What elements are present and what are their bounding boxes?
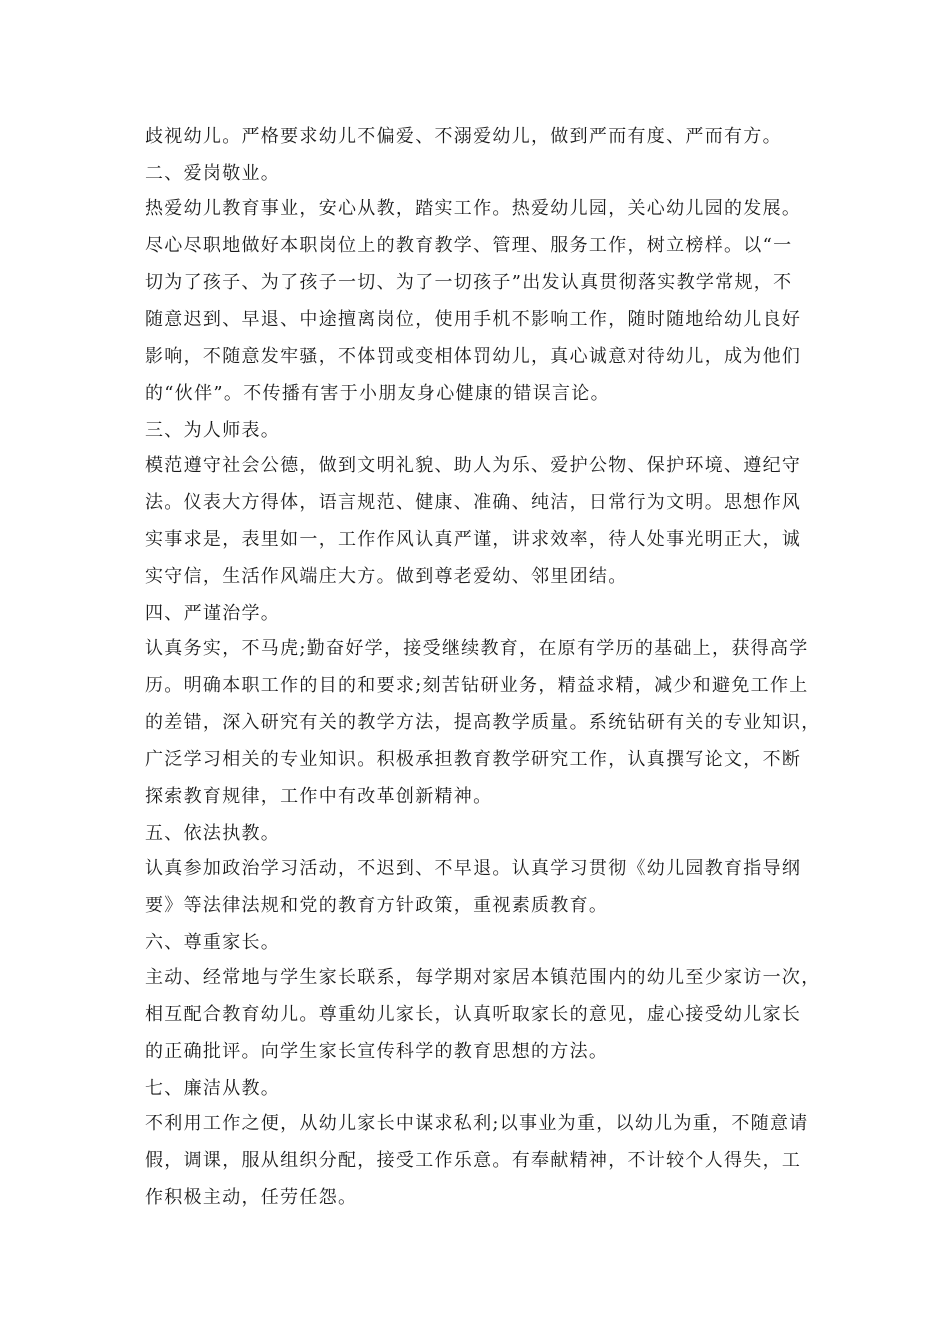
paragraph-line: 热爱幼儿教育事业，安心从教，踏实工作。热爱幼儿园，关心幼儿园的发展。	[145, 198, 802, 219]
paragraph-line: 广泛学习相关的专业知识。积极承担教育教学研究工作，认真撰写论文，不断	[145, 749, 802, 770]
section-heading: 五、依法执教。	[145, 823, 281, 844]
paragraph-line: 模范遵守社会公德，做到文明礼貌、助人为乐、爱护公物、保护环境、遵纪守	[145, 455, 802, 476]
paragraph-line: 影响，不随意发牢骚，不体罚或变相体罚幼儿，真心诚意对待幼儿，成为他们	[145, 346, 802, 367]
paragraph-line: 尽心尽职地做好本职岗位上的教育教学、管理、服务工作，树立榜样。以“一	[145, 235, 793, 256]
paragraph-line: 探索教育规律，工作中有改革创新精神。	[145, 786, 493, 807]
paragraph-line: 的“伙伴”。不传播有害于小朋友身心健康的错误言论。	[145, 383, 610, 404]
paragraph-line: 认真参加政治学习活动，不迟到、不早退。认真学习贯彻《幼儿园教育指导纲	[145, 858, 802, 879]
paragraph-line: 的正确批评。向学生家长宣传科学的教育思想的方法。	[145, 1041, 609, 1062]
section-heading: 六、尊重家长。	[145, 932, 281, 953]
section-heading: 四、严谨治学。	[145, 603, 281, 624]
paragraph-line: 主动、经常地与学生家长联系，每学期对家居本镇范围内的幼儿至少家访一次，	[145, 967, 821, 988]
section-heading: 三、为人师表。	[145, 420, 281, 441]
document-body	[145, 118, 820, 1216]
paragraph-line: 历。明确本职工作的目的和要求;刻苦钻研业务，精益求精，减少和避免工作上	[145, 675, 809, 696]
paragraph-line: 实守信，生活作风端庄大方。做到尊老爱幼、邻里团结。	[145, 566, 628, 587]
paragraph-line: 歧视幼儿。严格要求幼儿不偏爱、不溺爱幼儿，做到严而有度、严而有方。	[145, 126, 782, 147]
section-heading: 二、爱岗敬业。	[145, 163, 281, 184]
paragraph-line: 作积极主动，任劳任怨。	[145, 1187, 358, 1208]
paragraph-line: 要》等法律法规和党的教育方针政策，重视素质教育。	[145, 895, 609, 916]
paragraph-line: 相互配合教育幼儿。尊重幼儿家长，认真听取家长的意见，虚心接受幼儿家长	[145, 1004, 802, 1025]
paragraph-line: 实事求是，表里如一，工作作风认真严谨，讲求效率，待人处事光明正大，诚	[145, 529, 802, 550]
paragraph-line: 不利用工作之便，从幼儿家长中谋求私利;以事业为重，以幼儿为重，不随意请	[145, 1113, 809, 1134]
paragraph-line: 法。仪表大方得体，语言规范、健康、准确、纯洁，日常行为文明。思想作风	[145, 492, 802, 513]
paragraph-line: 的差错，深入研究有关的教学方法，提高教学质量。系统钻研有关的专业知识，	[145, 712, 821, 733]
paragraph-line: 切为了孩子、为了孩子一切、为了一切孩子”出发认真贯彻落实教学常规，不	[145, 272, 793, 293]
paragraph-line: 认真务实，不马虎;勤奋好学，接受继续教育，在原有学历的基础上，获得高学	[145, 638, 809, 659]
section-heading: 七、廉洁从教。	[145, 1078, 281, 1099]
paragraph-line: 假，调课，服从组织分配，接受工作乐意。有奉献精神，不计较个人得失，工	[145, 1150, 802, 1171]
paragraph-line: 随意迟到、早退、中途擅离岗位，使用手机不影响工作，随时随地给幼儿良好	[145, 309, 802, 330]
